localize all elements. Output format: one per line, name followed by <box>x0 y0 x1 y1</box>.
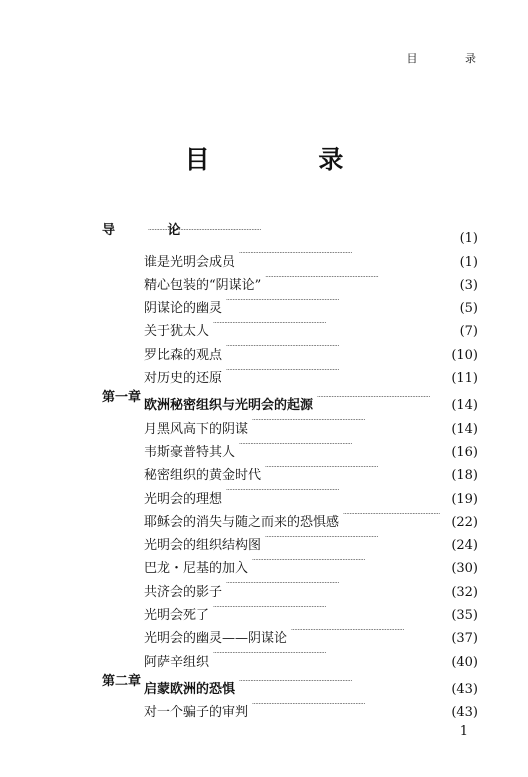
dot-leader <box>239 670 440 693</box>
dot-leader <box>213 642 440 665</box>
entry-page-number: (37) <box>451 631 478 647</box>
toc-section-entry <box>102 266 478 293</box>
dot-leader <box>265 456 440 479</box>
entry-title: 月黑风高下的阴谋 <box>144 421 249 437</box>
dot-leader <box>226 572 440 595</box>
entry-title: 精心包装的“阴谋论” <box>144 277 262 293</box>
page-title: 目 录 <box>184 145 394 174</box>
toc-section-entry <box>102 526 478 554</box>
toc-section-entry <box>102 572 478 600</box>
entry-page-number: (14) <box>451 398 478 414</box>
toc-section-entry <box>102 456 478 484</box>
entry-page-number: (7) <box>459 324 478 340</box>
toc-section-entry <box>102 409 478 437</box>
dot-leader <box>265 526 440 549</box>
entry-title: 秘密组织的黄金时代 <box>144 468 262 484</box>
entry-page-number: (1) <box>459 231 478 247</box>
dot-leader <box>239 242 440 265</box>
entry-title: 启蒙欧洲的恐惧 <box>144 681 236 697</box>
dot-leader <box>317 386 440 409</box>
toc-section-entry <box>102 642 478 670</box>
toc-section-entry <box>102 433 478 460</box>
toc-section-entry <box>102 312 478 340</box>
dot-leader <box>226 479 440 502</box>
toc-section-entry <box>102 693 478 721</box>
running-head: 目 录 <box>406 52 498 65</box>
toc-entry-line <box>144 693 478 725</box>
entry-page-number: (18) <box>451 468 478 484</box>
entry-title: 对历史的还原 <box>144 371 223 387</box>
entry-page-number: (40) <box>451 654 478 670</box>
toc-section-entry <box>102 479 478 507</box>
entry-page-number: (16) <box>451 444 478 460</box>
entry-page-number: (32) <box>451 584 478 600</box>
dot-leader <box>226 335 440 358</box>
entry-title: 光明会死了 <box>144 608 210 624</box>
entry-page-number: (1) <box>459 254 478 270</box>
entry-title: 关于犹太人 <box>144 324 210 340</box>
toc-section-entry <box>102 549 478 577</box>
dot-leader <box>265 266 440 289</box>
entry-title: 光明会的幽灵——阴谋论 <box>144 631 288 647</box>
dot-leader <box>226 289 440 312</box>
entry-page-number: (24) <box>451 538 478 554</box>
page-number: 1 <box>459 724 468 739</box>
dot-leader <box>252 693 440 716</box>
dot-leader <box>252 549 440 572</box>
entry-title: 欧洲秘密组织与光明会的起源 <box>144 398 314 414</box>
entry-page-number: (43) <box>451 681 478 697</box>
entry-title: 阴谋论的幽灵 <box>144 301 223 317</box>
entry-page-number: (5) <box>459 301 478 317</box>
entry-title: 罗比森的观点 <box>144 347 223 363</box>
entry-page-number: (10) <box>451 347 478 363</box>
entry-title: 耶稣会的消失与随之而来的恐惧感 <box>144 514 340 530</box>
toc-chapter-entry <box>102 670 478 697</box>
toc-section-entry <box>102 359 478 387</box>
chapter-label: 第一章 <box>102 390 142 406</box>
chapter-label: 导 论 <box>102 223 205 238</box>
entry-title: 共济会的影子 <box>144 584 223 600</box>
toc-chapter-entry <box>102 386 478 414</box>
dot-leader <box>226 359 440 382</box>
entry-page-number: (14) <box>451 421 478 437</box>
dot-leader <box>291 619 440 642</box>
table-of-contents <box>102 219 478 721</box>
toc-section-entry <box>102 503 478 530</box>
entry-title: 韦斯豪普特其人 <box>144 444 236 460</box>
dot-leader <box>239 433 440 456</box>
dot-leader <box>213 596 440 619</box>
dot-leader <box>343 503 440 526</box>
entry-title: 阿萨辛组织 <box>144 654 210 670</box>
dot-leader <box>252 409 440 432</box>
entry-page-number: (11) <box>451 371 478 387</box>
toc-section-entry <box>102 619 478 647</box>
entry-title: 光明会的理想 <box>144 491 223 507</box>
dot-leader <box>148 219 440 242</box>
entry-page-number: (30) <box>451 561 478 577</box>
toc-section-entry <box>102 242 478 270</box>
toc-section-entry <box>102 596 478 624</box>
entry-title: 光明会的组织结构图 <box>144 538 262 554</box>
entry-title: 巴龙・尼基的加入 <box>144 561 249 577</box>
entry-title: 对一个骗子的审判 <box>144 705 249 721</box>
toc-section-entry <box>102 335 478 363</box>
entry-page-number: (43) <box>451 705 478 721</box>
entry-page-number: (19) <box>451 491 478 507</box>
entry-page-number: (22) <box>451 514 478 530</box>
dot-leader <box>213 312 440 335</box>
toc-chapter-entry <box>102 219 478 247</box>
entry-title: 谁是光明会成员 <box>144 254 236 270</box>
entry-page-number: (35) <box>451 608 478 624</box>
entry-page-number: (3) <box>459 277 478 293</box>
chapter-label: 第二章 <box>102 673 142 689</box>
toc-section-entry <box>102 289 478 317</box>
